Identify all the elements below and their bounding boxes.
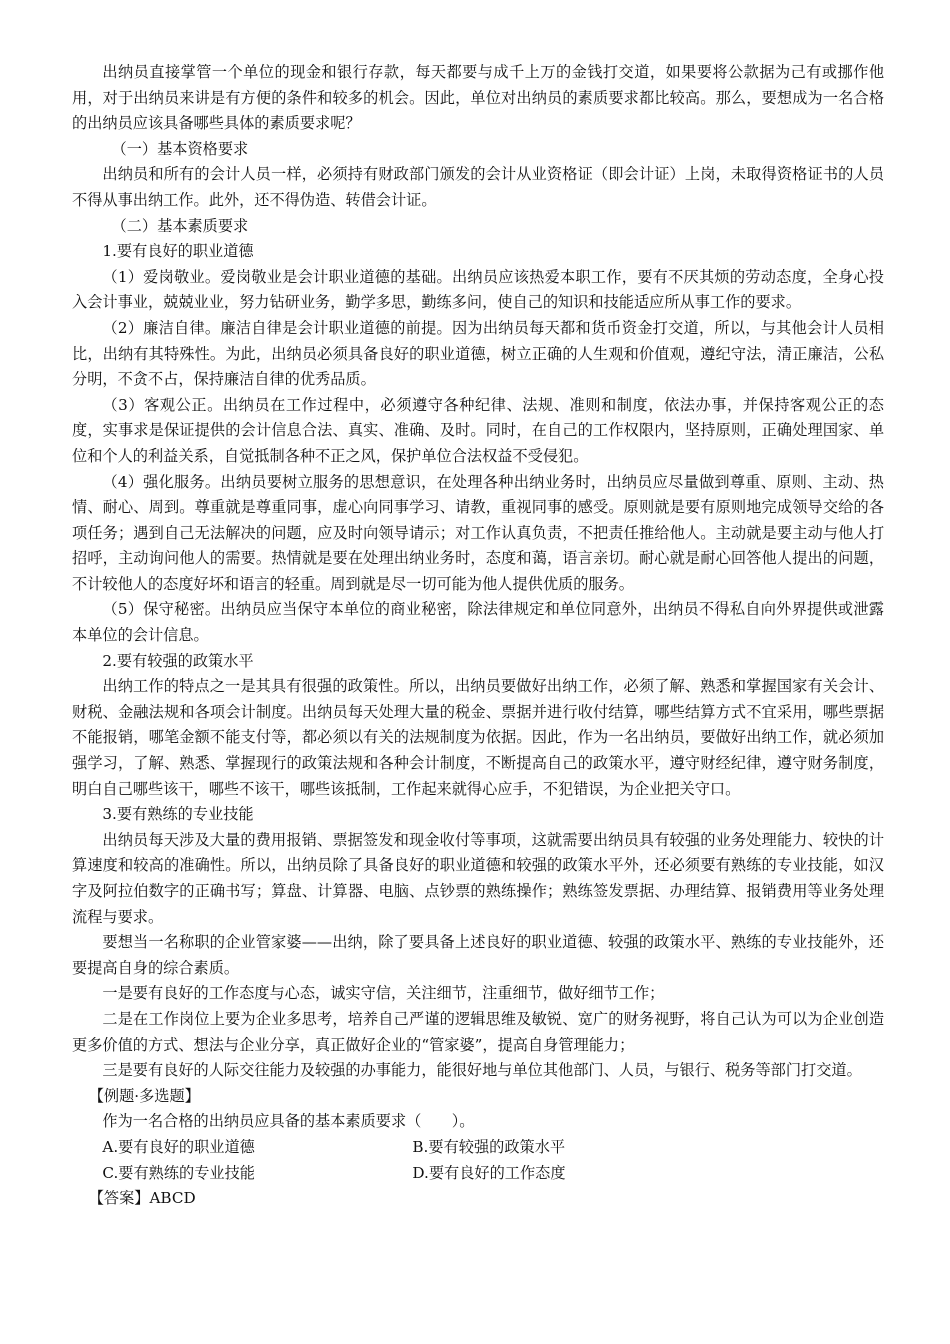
- ethics-paragraph-4: （4）强化服务。出纳员要树立服务的思想意识，在处理各种出纳业务时，出纳员应尽量做到尊重、原则、主动、热情、耐心、周到。尊重就是尊重同事，虚心向同事学习、请教，重视同事的感受。原则就是要有原则地完成领导交给的各项任务；遇到自己无法解决的问题，应及时向领导请示；对工作认真负责，不把责任推给他人。主动就是要主动与他人打招呼，主动询问他人的需要。热情就是要在处理出纳业务时，态度和蔼，语言亲切。耐心就是耐心回答他人提出的问题，不计较他人的态度好坏和语言的轻重。周到就是尽一切可能为他人提供优质的服务。: [72, 472, 884, 593]
- option-b: B.要有较强的政策水平: [412, 1137, 566, 1156]
- example-question: 作为一名合格的出纳员应具备的基本素质要求（ ）。: [102, 1112, 475, 1131]
- ethics-paragraph-1: （1）爱岗敬业。爱岗敬业是会计职业道德的基础。出纳员应该热爱本职工作，要有不厌其烦的劳动态度，全身心投入会计事业，兢兢业业，努力钻研业务，勤学多思，勤练多问，使自己的知识和技能适应所从事工作的要求。: [72, 267, 884, 312]
- subheading-ethics: 1.要有良好的职业道德: [102, 242, 254, 261]
- qualification-paragraph: 出纳员和所有的会计人员一样，必须持有财政部门颁发的会计从业资格证（即会计证）上岗，未取得资格证书的人员不得从事出纳工作。此外，还不得伪造、转借会计证。: [72, 165, 884, 209]
- document-body: [72, 60, 884, 1212]
- ethics-paragraph-3: （3）客观公正。出纳员在工作过程中，必须遵守各种纪律、法规、准则和制度，依法办事，并保持客观公正的态度，实事求是保证提供的会计信息合法、真实、准确、及时。同时，在自己的工作权限内，坚持原则，正确处理国家、单位和个人的利益关系，自觉抵制各种不正之风，保护单位合法权益不受侵犯。: [72, 395, 884, 465]
- skills-paragraph: 出纳员每天涉及大量的费用报销、票据签发和现金收付等事项，这就需要出纳员具有较强的业务处理能力、较快的计算速度和较高的准确性。所以，出纳员除了具备良好的职业道德和较强的政策水平外，还必须要有熟练的专业技能，如汉字及阿拉伯数字的正确书写；算盘、计算器、电脑、点钞票的熟练操作；熟练签发票据、办理结算、报销费用等业务处理流程与要求。: [72, 830, 884, 926]
- point-paragraph-2: 二是在工作岗位上要为企业多思考，培养自己严谨的逻辑思维及敏锐、宽广的财务视野，将自己认为可以为企业创造更多价值的方式、想法与企业分享，真正做好企业的“管家婆”，提高自身管理能力；: [72, 1009, 884, 1054]
- example-tag: 【例题·多选题】: [88, 1086, 200, 1105]
- policy-paragraph: 出纳工作的特点之一是其具有很强的政策性。所以，出纳员要做好出纳工作，必须了解、熟悉和掌握国家有关会计、财税、金融法规和各项会计制度。出纳员每天处理大量的税金、票据并进行收付结算，哪些结算方式不宜采用，哪些票据不能报销，哪笔金额不能支付等，都必须以有关的法规制度为依据。因此，作为一名出纳员，要做好出纳工作，就必须加强学习，了解、熟悉、掌握现行的政策法规和各种会计制度，不断提高自己的政策水平，遵守财经纪律，遵守财务制度，明白自己哪些该干，哪些不该干，哪些该抵制，工作起来就得心应手，不犯错误，为企业把关守口。: [72, 677, 884, 798]
- ethics-paragraph-5: （5）保守秘密。出纳员应当保守本单位的商业秘密，除法律规定和单位同意外，出纳员不得私自向外界提供或泄露本单位的会计信息。: [72, 600, 884, 645]
- section-heading-qualification: （一）基本资格要求: [111, 139, 249, 158]
- ethics-paragraph-2: （2）廉洁自律。廉洁自律是会计职业道德的前提。因为出纳员每天都和货币资金打交道，所以，与其他会计人员相比，出纳有其特殊性。为此，出纳员必须具备良好的职业道德，树立正确的人生观和价值观，遵纪守法，清正廉洁，公私分明，不贪不占，保持廉洁自律的优秀品质。: [72, 318, 884, 389]
- point-paragraph-1: 一是要有良好的工作态度与心态，诚实守信，关注细节，注重细节，做好细节工作；: [102, 984, 665, 1003]
- option-a: A.要有良好的职业道德: [102, 1137, 255, 1156]
- summary-paragraph: 要想当一名称职的企业管家婆——出纳，除了要具备上述良好的职业道德、较强的政策水平、熟练的专业技能外，还要提高自身的综合素质。: [72, 933, 884, 977]
- example-options: [72, 1135, 884, 1186]
- example-answer: 【答案】ABCD: [88, 1189, 196, 1208]
- point-paragraph-3: 三是要有良好的人际交往能力及较强的办事能力，能很好地与单位其他部门、人员，与银行、税务等部门打交道。: [102, 1061, 862, 1080]
- subheading-skills: 3.要有熟练的专业技能: [102, 805, 254, 824]
- option-c: C.要有熟练的专业技能: [102, 1163, 255, 1182]
- intro-paragraph: 出纳员直接掌管一个单位的现金和银行存款，每天都要与成千上万的金钱打交道，如果要将公款据为己有或挪作他用，对于出纳员来讲是有方便的条件和较多的机会。因此，单位对出纳员的素质要求都比较高。那么，要想成为一名合格的出纳员应该具备哪些具体的素质要求呢？: [72, 63, 884, 133]
- subheading-policy: 2.要有较强的政策水平: [102, 651, 254, 670]
- section-heading-quality: （二）基本素质要求: [111, 216, 249, 235]
- option-d: D.要有良好的工作态度: [412, 1163, 566, 1182]
